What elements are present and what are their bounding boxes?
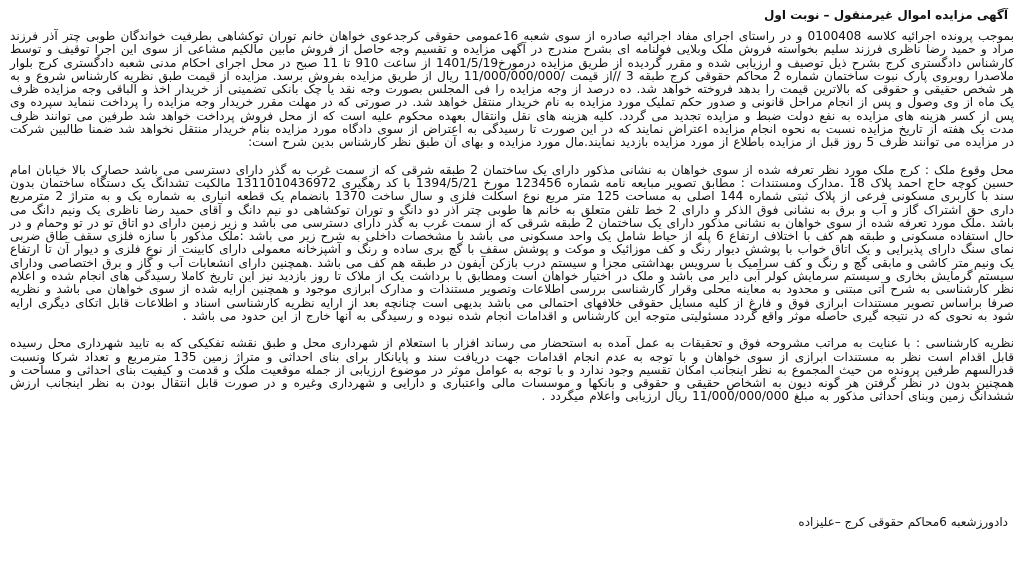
- signature-line: دادورزشعبه 6محاکم حقوقی کرج –علیزاده: [798, 515, 1008, 529]
- notice-title: آگهی مزایده اموال غیرمنقول – نوبت اول: [763, 8, 1008, 22]
- paragraph-expert-opinion: نظریه کارشناسی : با عنایت به مراتب مشروحه فوق و تحقیقات به عمل آمده به استحضار می رساند افزار با استعلام از شهرداری محل و طبق نقشه تفکیکی که به تایید شهرداری محل رسیده قابل اقدام است نظر به مستندات ابرازی از سوی خواهان و با توجه به عدم انجام اقدامات جهت دریافت سند و پایانکار برای بنای احداثی و متراژ زمین 135 مترمربع و تعداد شرکا ونسبت قدرالسهم طرفین پرونده من حیث المجموع به نظر اینجانب امکان تقسیم وجود ندارد و با توجه به عوامل موثر در موضوع ارزیابی از جمله موقعیت ملک و قدمت و کیفیت بنای احداثی و مساحت و همچنین بدون در نظر گرفتن هر گونه دیون به اشخاص حقیقی و حقوقی و بانکها و موسسات مالی واعتباری و دارایی و شهرداری وغیره و در صورت قابل انتقال بودن به نظر اینجانب ارزش ششدانگ زمین وبنای احداثی مذکور به مبلغ 11/000/000/000 ریال ارزیابی واعلام میگردد .: [10, 336, 1014, 404]
- paragraph-case-details: بموجب پرونده اجرائیه کلاسه 0100408 و در راستای اجرای مفاد اجرائیه صادره از سوی شعبه 16عمومی حقوقی کرجدعوی خواهان خانم توران توکشاهی بطرفیت خواندگان طوبی چتر آذر فرزند مراد و حمید رضا ناظری فرزند سلیم بخواسته فروش ملک وبلایی فولنامه ای بشرح مندرج در آگهی مزایده و تقسیم وجه حاصل از فروش مابین مالکیم مشاعی از سوی این اجرا توقیف و توسط کارشناس دادگستری کرج بشرح ذیل توصیف و ارزیابی شده و مقرر گردیده از طریق مزایده درمورخ1401/5/19 از ساعت 910 تا 11 صبح در محل اجرای احکام مدنی شعبه دادگستری کرج بلوار ملاصدرا روبروی پارک نبوت ساختمان شماره 2 محاکم حقوقی کرج طبقه 3 //از قیمت /11/000/000/000 ریال از طریق مزایده بفروش برسد. مزایده از قیمت طبق نظریه کارشناس شروع و به هر شخص حقیقی و حقوقی که بالاترین قیمت را بدهد فروخته خواهد شد. ده درصد از وجه مزایده را فی المجلس بصورت وجه نقد یا چک بانکی تضمینی از خریدار اخذ و الباقی وجه مزایده ظرف یک ماه از وی وصول و پس از انجام مراحل قانونی و صدور حکم تملیک مورد مزایده به نام خریدار منتقل خواهد شد. در صورتی که در مهلت مقرر خریدار وجه مزایده را پرداخت ننماید سپرده وی پس از کسر هزینه های مزایده به نفع دولت ضبط و مزایده تجدید می گردد. کلیه هزینه های نقل وانتقال بعهده محکوم علیه است که از محل فروش پرداخت خواهد شد طرفین می توانند ظرف مدت یک هفته از تاریخ مزایده نسبت به نحوه انجام مزایده اعتراض نمایند که در این صورت تا رسیدگی به اعتراض از سوی دادگاه مورد مزایده بنام خریدار منتقل نخواهد شد ضمنا طالبین شرکت در مزایده می توانند ظرف 5 روز قبل از مزایده باطلاع از مورد مزایده بازدید نمایند.مال مورد مزایده و بهای آن طبق نظر کارشناس بدین شرح است:: [10, 29, 1014, 150]
- paragraph-property-description: محل وقوع ملک : کرج ملک مورد نظر تعرفه شده از سوی خواهان به نشانی مذکور دارای یک ساختمان 2 طبقه شرقی که از سمت غرب به گذر دارای دسترسی می باشد حصارک بالا خیابان امام حسین کوچه حاج احمد پلاک 18 .مدارک ومستندات : مطابق تصویر مبایعه نامه شماره 123456 مورخ 1394/5/21 با کد رهگیری 1311010436972 مالکیت تشدانگ یک دستگاه ساختمان بدون سند با کاربری مسکونی فرعی از پلاک ثبتی شماره 144 اصلی به مساحت 125 متر مربع نوع اسکلت فلزی و سال ساخت 1370 بانضمام یک قطعه انباری به شماره یک و به متراژ 2 مترمربع داری حق اشتراک گاز و آب و برق به نشانی فوق الذکر و دارای 2 خط تلفن متعلق به خانم ها طوبی چتر آذر دو دانگ و توران توکشاهی دو نیم دانگ و آقای حمید رضا ناظری یک ونیم دانگ می باشد .ملک مورد تعرفه شده از سوی خواهان به نشانی مذکور دارای یک ساختمان 2 طبقه شرقی که از سمت غرب به گذر دارای دسترسی می باشد و زیر زمین دارای دو اتاق تو در تو وحمام و در حال استفاده مسکونی و طبقه هم کف با اختلاف ارتفاع 6 پله از حیاط شامل یک واحد مسکونی می باشد با مشخصات داخلی به شرح زیر می باشد :ملک مذکور با سازه فلزی سقف طاق ضربی نمای سنگ دارای پذیرایی و یک اتاق خواب با پوشش دیوار رنگ و کف موزائیک و موکت و پوشش سقف با گچ بری ساده و رنگ و آشپزخانه معمولی دارای کابینت از نوع فلزی و دیوار آن تا ارتفاع یک ونیم متر کاشی و مابقی گچ و رنگ و کف سرامیک با سرویس بهداشتی مجزا و سیستم درب بازکن آیفون در طبقه هم کف می باشد .همچنین دارای انشعابات آب و گاز و برق اختصاصی ودارای سیستم گرمایش بخاری و سیستم سرمایش کولر آبی دایر می باشد و ملک در اختیار خواهان است ومطابق با برداشت یک از ملاک تا روز بازدید نیز این تاریخ کاملا رسیدگی های انجام شده و اعلام نظر کارشناسی به شرح آتی مبتنی و محدود به معاینه محلی وقرار کارشناسی بررسی اطلاعات وتصویر مستندات و مدارک ابرازی موجود و همچنین ارایه شده از سوی خواهان می باشد و نظریه صرفا براساس تصویر مستندات ابرازی فوق و فارغ از کلیه مسایل حقوقی خلافهای احتمالی می باشد بدیهی است چنانچه بعد از ارایه نظریه کارشناسی اسناد و اطلاعات قابل اتکای دیگری ارایه شود به نحوی که در نتیجه گیری حاصله موثر واقع گردد مسئولیتی متوجه این کارشناس و اقدامات انجام شده نبوده و رسیدگی به آنها خارج از این حدود می باشد .: [10, 162, 1015, 323]
